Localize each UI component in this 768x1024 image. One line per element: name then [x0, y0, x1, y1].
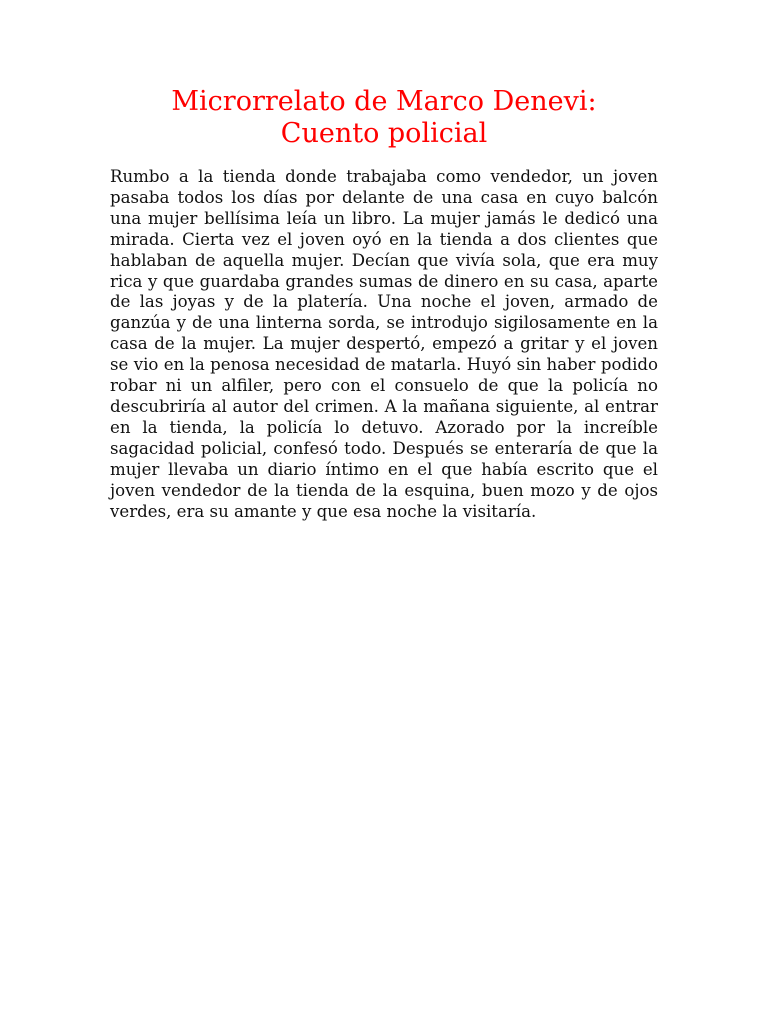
- title-line-1: Microrrelato de Marco Denevi:: [171, 86, 597, 117]
- title-line-2: Cuento policial: [280, 118, 488, 149]
- story-paragraph: Rumbo a la tienda donde trabajaba como vendedor, un joven pasaba todos los días por delante de una casa en cuyo balcón una mujer bellísima leía un libro. La mujer jamás le dedicó una mirada. Cierta vez el joven oyó en la tienda a dos clientes que hablaban de aquella mujer. Decían que vivía sola, que era muy rica y que guardaba grandes sumas de dinero en su casa, aparte de las joyas y de la platería. Una noche el joven, armado de ganzúa y de una linterna sorda, se introdujo sigilosamente en la casa de la mujer. La mujer despertó, empezó a gritar y el joven se vio en la penosa necesidad de matarla. Huyó sin haber podido robar ni un alfiler, pero con el consuelo de que la policía no descubriría al autor del crimen. A la mañana siguiente, al entrar en la tienda, la policía lo detuvo. Azorado por la increíble sagacidad policial, confesó todo. Después se enteraría de que la mujer llevaba un diario íntimo en el que había escrito que el joven vendedor de la tienda de la esquina, buen mozo y de ojos verdes, era su amante y que esa noche la visitaría.: [110, 167, 658, 521]
- document-title: [0, 86, 768, 150]
